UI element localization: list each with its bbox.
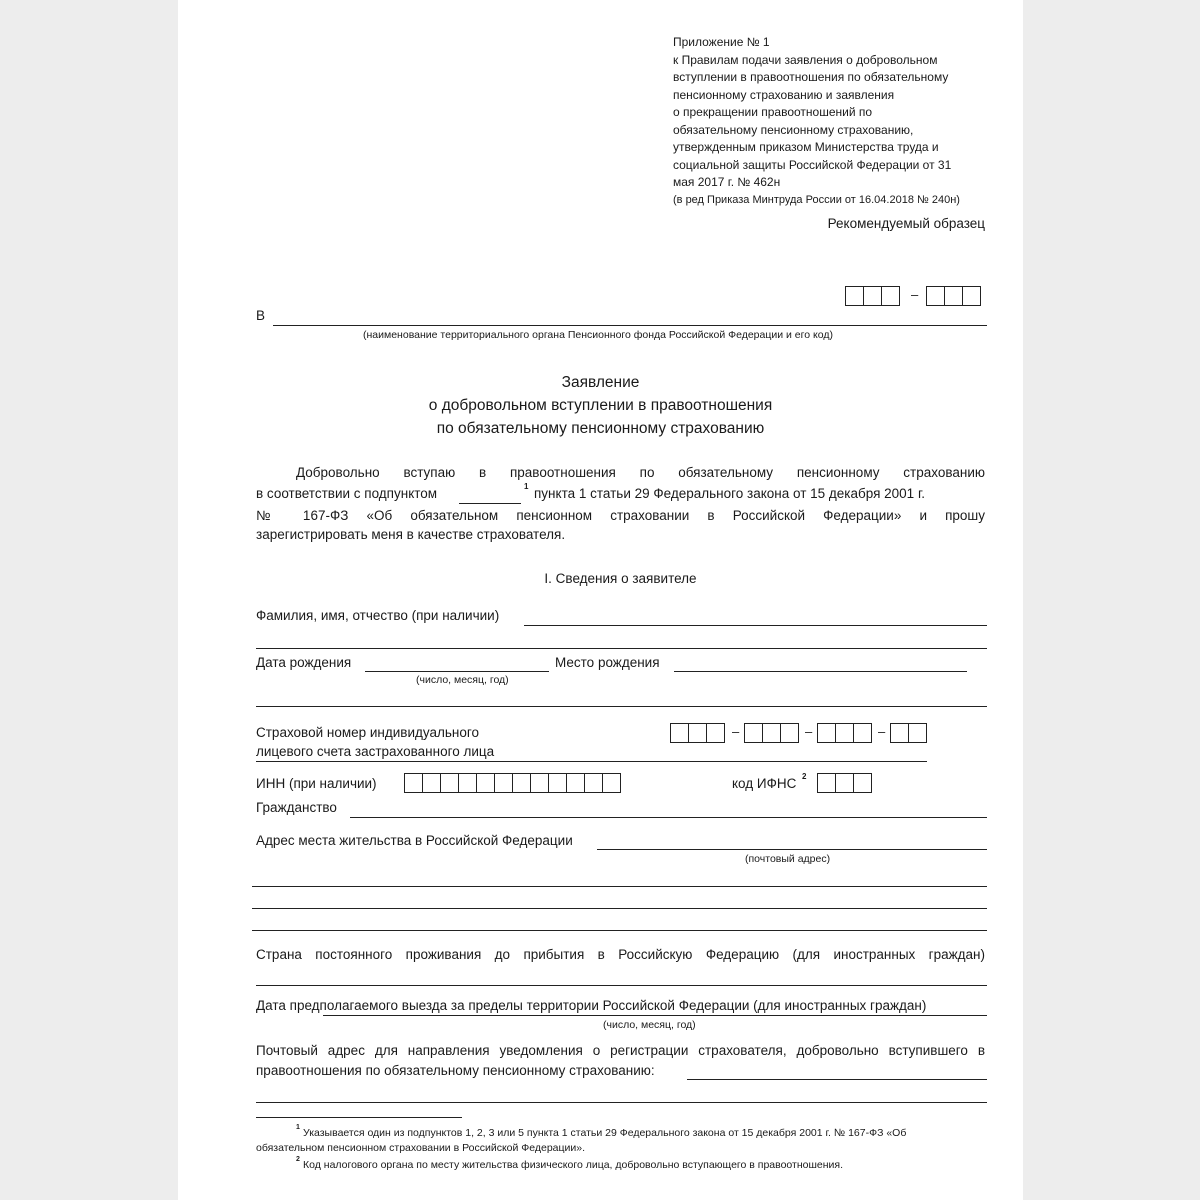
address-caption: (почтовый адрес) — [745, 853, 831, 865]
dash-separator: – — [732, 724, 740, 739]
snils-digit-box[interactable] — [835, 723, 853, 743]
snils-digit-box[interactable] — [908, 723, 927, 743]
snils-group-1[interactable] — [670, 723, 725, 743]
postal-address-field[interactable] — [687, 1079, 987, 1080]
footnote-2-ref: 2 — [296, 1156, 300, 1163]
postal-address-field-line-2[interactable] — [256, 1102, 987, 1103]
postal-label-1: Почтовый адрес для направления уведомления о регистрации страхователя, добровольно вступившего в — [256, 1043, 985, 1058]
title-line: Заявление — [561, 374, 640, 391]
code-box[interactable] — [881, 286, 900, 306]
title-line: по обязательному пенсионному страхованию — [436, 420, 765, 437]
intro-line-4: зарегистрировать меня в качестве страхователя. — [256, 527, 566, 542]
fio-field[interactable] — [524, 625, 987, 626]
citizenship-label: Гражданство — [256, 800, 337, 815]
birth-date-field[interactable] — [365, 671, 549, 672]
birth-date-caption: (число, месяц, год) — [416, 674, 509, 686]
inn-digit-box[interactable] — [458, 773, 476, 793]
document-title — [178, 371, 1023, 440]
intro-line-2a: в соответствии с подпунктом — [256, 486, 438, 501]
snils-digit-box[interactable] — [780, 723, 799, 743]
birth-place-field[interactable] — [674, 671, 967, 672]
address-field[interactable] — [597, 849, 987, 850]
amendment-note: (в ред Приказа Минтруда России от 16.04.2018 № 240н) — [673, 193, 960, 206]
inn-digit-box[interactable] — [512, 773, 530, 793]
snils-group-2[interactable] — [744, 723, 799, 743]
intro-line-1: Добровольно вступаю в правоотношения по обязательному пенсионному страхованию — [296, 465, 985, 480]
inn-digit-box[interactable] — [422, 773, 440, 793]
code-box[interactable] — [863, 286, 881, 306]
document-page — [178, 0, 1023, 1200]
code-box[interactable] — [926, 286, 944, 306]
recipient-field[interactable] — [273, 325, 987, 326]
snils-group-4[interactable] — [890, 723, 927, 743]
ifns-digit-box[interactable] — [817, 773, 835, 793]
inn-digit-box[interactable] — [494, 773, 512, 793]
address-field-line-2[interactable] — [252, 886, 987, 887]
footnote-ref-1: 1 — [524, 482, 529, 491]
footnote-1-line-2: обязательном пенсионном страховании в Российской Федерации». — [256, 1142, 586, 1154]
inn-digit-box[interactable] — [476, 773, 494, 793]
postal-label-2: правоотношения по обязательному пенсионному страхованию: — [256, 1063, 655, 1078]
country-label: Страна постоянного проживания до прибытия в Российскую Федерацию (для иностранных граждан) — [256, 947, 985, 962]
inn-digit-box[interactable] — [548, 773, 566, 793]
departure-caption: (число, месяц, год) — [603, 1019, 696, 1031]
dash-separator: – — [911, 287, 919, 302]
header-line: мая 2017 г. № 462н — [673, 175, 781, 189]
departure-date-field[interactable] — [323, 1015, 987, 1016]
header-line: вступлении в правоотношения по обязательному — [673, 70, 949, 84]
title-line: о добровольном вступлении в правоотношения — [428, 397, 773, 414]
recipient-caption: (наименование территориального органа Пенсионного фонда Российской Федерации и его код) — [363, 329, 833, 341]
dash-separator: – — [805, 724, 813, 739]
pfr-code-boxes-b[interactable] — [926, 286, 981, 306]
inn-label: ИНН (при наличии) — [256, 776, 377, 791]
snils-digit-box[interactable] — [670, 723, 688, 743]
inn-boxes[interactable] — [404, 773, 621, 793]
header-line: социальной защиты Российской Федерации от 31 — [673, 157, 952, 172]
ifns-digit-box[interactable] — [835, 773, 853, 793]
intro-line-3: № 167-ФЗ «Об обязательном пенсионном страховании в Российской Федерации» и прошу — [256, 508, 985, 523]
header-line: обязательному пенсионному страхованию, — [673, 122, 914, 137]
code-box[interactable] — [845, 286, 863, 306]
appendix-header — [673, 34, 993, 209]
departure-label: Дата предполагаемого выезда за пределы территории Российской Федерации (для иностранных граждан) — [256, 998, 927, 1013]
header-line: пенсионному страхованию и заявления — [673, 87, 895, 102]
birth-place-label: Место рождения — [555, 655, 660, 670]
recipient-prefix: В — [256, 308, 266, 323]
code-box[interactable] — [944, 286, 962, 306]
ifns-label: код ИФНС — [732, 776, 797, 791]
snils-label-2: лицевого счета застрахованного лица — [256, 744, 495, 759]
birth-date-label: Дата рождения — [256, 655, 352, 670]
snils-digit-box[interactable] — [853, 723, 872, 743]
header-line: утвержденным приказом Министерства труда и — [673, 140, 939, 154]
citizenship-field[interactable] — [350, 817, 987, 818]
snils-digit-box[interactable] — [744, 723, 762, 743]
footnote-2-text: Код налогового органа по месту жительства физического лица, добровольно вступающего в правоотношения. — [303, 1159, 844, 1171]
inn-digit-box[interactable] — [566, 773, 584, 793]
fio-field-continuation[interactable] — [256, 648, 987, 649]
intro-line-2b: пункта 1 статьи 29 Федерального закона от 15 декабря 2001 г. — [534, 486, 925, 501]
code-box[interactable] — [962, 286, 981, 306]
address-label: Адрес места жительства в Российской Федерации — [256, 833, 573, 848]
inn-digit-box[interactable] — [584, 773, 602, 793]
snils-label-1: Страховой номер индивидуального — [256, 725, 480, 740]
address-field-line-4[interactable] — [252, 930, 987, 931]
inn-digit-box[interactable] — [404, 773, 422, 793]
snils-digit-box[interactable] — [890, 723, 908, 743]
footnote-ref-2: 2 — [802, 772, 807, 781]
footnote-1-ref: 1 — [296, 1124, 300, 1131]
header-line: о прекращении правоотношений по — [673, 105, 873, 119]
address-field-line-3[interactable] — [252, 908, 987, 909]
recommended-sample: Рекомендуемый образец — [827, 216, 985, 231]
subpoint-field[interactable] — [459, 503, 521, 504]
snils-underline — [256, 761, 927, 762]
section-heading: I. Сведения о заявителе — [544, 571, 697, 586]
snils-digit-box[interactable] — [762, 723, 780, 743]
footnote-1-line-1: Указывается один из подпунктов 1, 2, 3 или 5 пункта 1 статьи 29 Федерального закона от 15 декабря 2001 г. № 167-ФЗ «Об — [303, 1127, 907, 1139]
footnote-separator — [256, 1117, 462, 1118]
dash-separator: – — [878, 724, 886, 739]
ifns-digit-box[interactable] — [853, 773, 872, 793]
ifns-boxes[interactable] — [817, 773, 872, 793]
header-line: Приложение № 1 — [673, 35, 770, 49]
snils-digit-box[interactable] — [688, 723, 706, 743]
birth-place-continuation[interactable] — [256, 706, 987, 707]
inn-digit-box[interactable] — [530, 773, 548, 793]
snils-group-3[interactable] — [817, 723, 872, 743]
inn-digit-box[interactable] — [440, 773, 458, 793]
inn-digit-box[interactable] — [602, 773, 621, 793]
pfr-code-boxes-a[interactable] — [845, 286, 900, 306]
country-field[interactable] — [256, 985, 987, 986]
header-line: к Правилам подачи заявления о добровольном — [673, 52, 938, 67]
snils-digit-box[interactable] — [817, 723, 835, 743]
fio-label: Фамилия, имя, отчество (при наличии) — [256, 608, 500, 623]
snils-digit-box[interactable] — [706, 723, 725, 743]
